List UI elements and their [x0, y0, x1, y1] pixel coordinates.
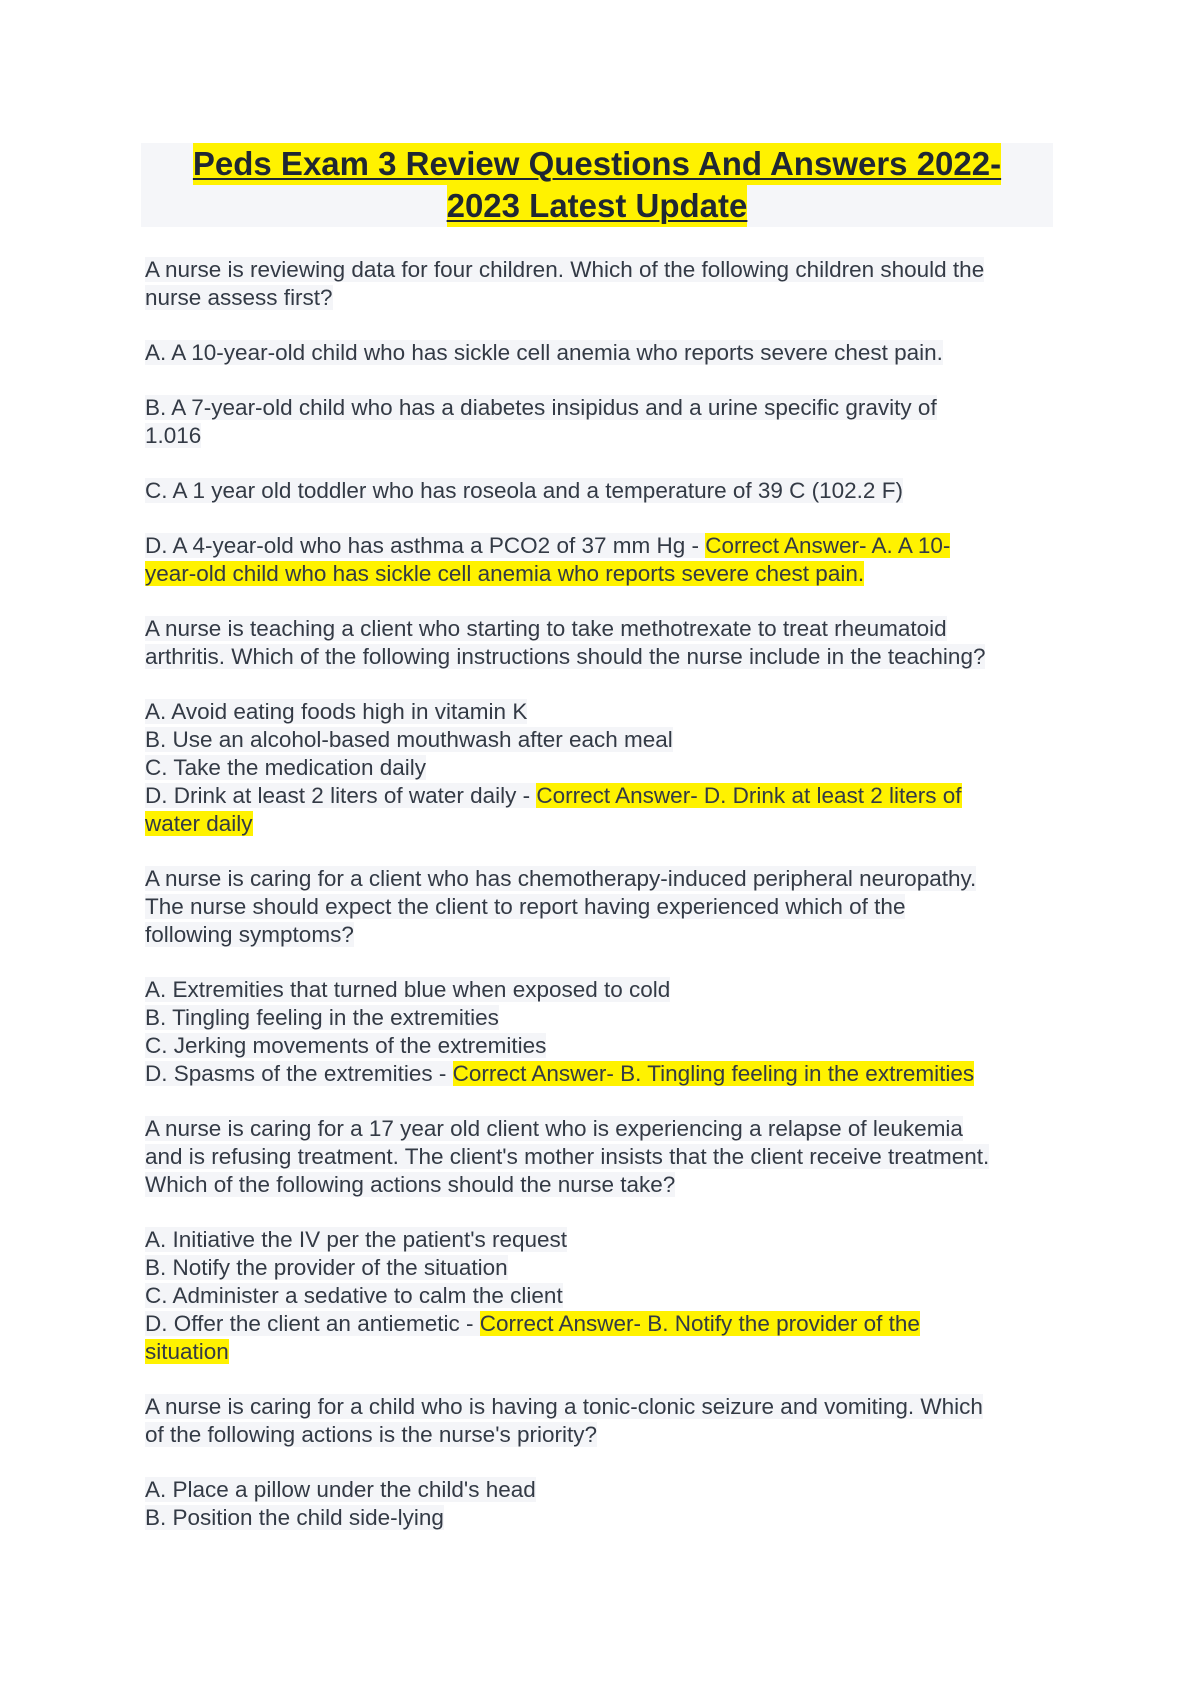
- question-block: [145, 615, 1065, 838]
- title-line-2: 2023 Latest Update: [447, 185, 748, 227]
- question-stem: A nurse is teaching a client who starting to take methotrexate to treat rheumatoid: [145, 616, 947, 641]
- option-a: A. Extremities that turned blue when exposed to cold: [145, 977, 671, 1002]
- option-c: C. Administer a sedative to calm the client: [145, 1283, 563, 1308]
- option-c: C. A 1 year old toddler who has roseola and a temperature of 39 C (102.2 F): [145, 478, 903, 503]
- option-a: A. Place a pillow under the child's head: [145, 1477, 536, 1502]
- question-block: [145, 256, 1065, 588]
- title-line-1: Peds Exam 3 Review Questions And Answers 2022-: [193, 143, 1001, 185]
- question-block: [145, 1393, 1065, 1532]
- option-a: A. A 10-year-old child who has sickle cell anemia who reports severe chest pain.: [145, 340, 943, 365]
- correct-answer-highlight: year-old child who has sickle cell anemia who reports severe chest pain.: [145, 561, 865, 586]
- document-title: [141, 143, 1053, 227]
- question-stem: Which of the following actions should the nurse take?: [145, 1172, 676, 1197]
- option-c: C. Take the medication daily: [145, 755, 426, 780]
- question-stem: nurse assess first?: [145, 285, 333, 310]
- question-stem: A nurse is reviewing data for four children. Which of the following children should the: [145, 257, 985, 282]
- question-stem: The nurse should expect the client to report having experienced which of the: [145, 894, 906, 919]
- option-d: D. Offer the client an antiemetic -: [145, 1311, 480, 1336]
- correct-answer-highlight: water daily: [145, 811, 253, 836]
- correct-answer-highlight: Correct Answer- A. A 10-: [705, 533, 951, 558]
- question-block: [145, 1115, 1065, 1366]
- option-a: A. Initiative the IV per the patient's request: [145, 1227, 568, 1252]
- correct-answer-highlight: situation: [145, 1339, 229, 1364]
- option-b: B. Notify the provider of the situation: [145, 1255, 508, 1280]
- question-stem: following symptoms?: [145, 922, 354, 947]
- correct-answer-highlight: Correct Answer- B. Tingling feeling in the extremities: [452, 1061, 975, 1086]
- question-stem: A nurse is caring for a client who has chemotherapy-induced peripheral neuropathy.: [145, 866, 977, 891]
- question-stem: of the following actions is the nurse's priority?: [145, 1422, 598, 1447]
- document-body: [145, 256, 1065, 1532]
- option-d: D. Spasms of the extremities -: [145, 1061, 453, 1086]
- option-b: B. Tingling feeling in the extremities: [145, 1005, 499, 1030]
- question-stem: arthritis. Which of the following instructions should the nurse include in the teaching?: [145, 644, 986, 669]
- correct-answer-highlight: Correct Answer- B. Notify the provider of the: [479, 1311, 920, 1336]
- question-stem: and is refusing treatment. The client's mother insists that the client receive treatment.: [145, 1144, 990, 1169]
- option-b: B. Position the child side-lying: [145, 1505, 444, 1530]
- question-stem: A nurse is caring for a child who is having a tonic-clonic seizure and vomiting. Which: [145, 1394, 983, 1419]
- option-b: 1.016: [145, 423, 202, 448]
- question-stem: A nurse is caring for a 17 year old client who is experiencing a relapse of leukemia: [145, 1116, 963, 1141]
- option-d: D. Drink at least 2 liters of water daily -: [145, 783, 537, 808]
- option-a: A. Avoid eating foods high in vitamin K: [145, 699, 528, 724]
- option-d: D. A 4-year-old who has asthma a PCO2 of 37 mm Hg -: [145, 533, 706, 558]
- option-b: B. Use an alcohol-based mouthwash after each meal: [145, 727, 673, 752]
- option-c: C. Jerking movements of the extremities: [145, 1033, 547, 1058]
- option-b: B. A 7-year-old child who has a diabetes insipidus and a urine specific gravity of: [145, 395, 937, 420]
- correct-answer-highlight: Correct Answer- D. Drink at least 2 liters of: [536, 783, 962, 808]
- question-block: [145, 865, 1065, 1088]
